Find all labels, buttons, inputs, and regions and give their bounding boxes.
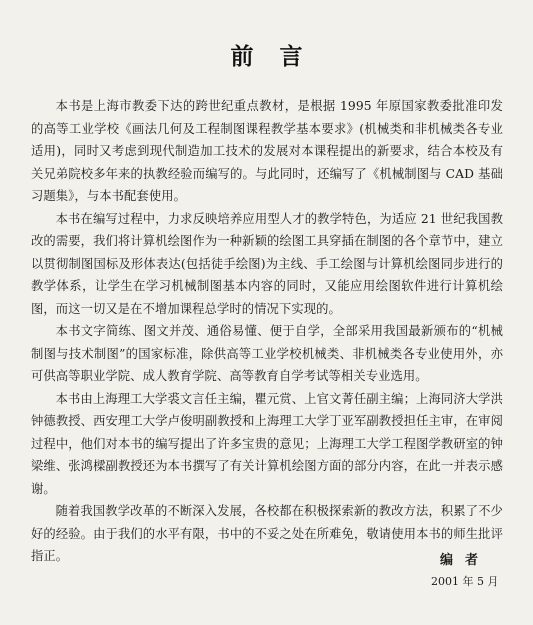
paragraph-4: 本书由上海理工大学裘文言任主编，瞿元赏、上官文菁任副主编；上海同济大学洪钟德教授、西安理工大学卢俊明副教授和上海理工大学丁亚军副教授担任主审，在审阅过程中，他们对本书的编写提出了许多宝贵的意见；上海理工大学工程图学教研室的钟梁维、张鸿樑副教授还为本书撰写了有关计算机绘图方面的部分内容，在此一并表示感谢。 — [31, 391, 503, 496]
paragraph-1: 本书是上海市教委下达的跨世纪重点教材，是根据 1995 年原国家教委批准印发的高等工业学校《画法几何及工程制图课程教学基本要求》(机械类和非机械类各专业适用)，同时又考虑到现代制造加工技术的发展对本课程提出的新要求，结合本校及有关兄弟院校多年来的执教经验而编写的。与此同时，还编写了《机械制图与 CAD 基础习题集》，与本书配套使用。 — [31, 99, 503, 203]
page-title: 前言 — [230, 44, 329, 70]
preface-body — [31, 95, 503, 568]
paragraph-2: 本书在编写过程中，力求反映培养应用型人才的教学特色，为适应 21 世纪我国教改的需要，我们将计算机绘图作为一种新颖的绘图工具穿插在制图的各个章节中，建立以贯彻制图国标及形体表达(包括徒手绘图)为主线、手工绘图与计算机绘图同步进行的教学体系，让学生在学习机械制图基本内容的同时，又能应用绘图软件进行计算机绘图，而这一切又是在不增加课程总学时的情况下实现的。 — [31, 211, 503, 316]
signature-date: 2001 年 5 月 — [431, 575, 499, 588]
paragraph-5: 随着我国教学改革的不断深入发展，各校都在积极探索新的教改方法，积累了不少好的经验。由于我们的水平有限，书中的不妥之处在所难免，敬请使用本书的师生批评指正。 — [31, 504, 503, 563]
paragraph-3: 本书文字简练、图文并茂、通俗易懂、便于自学，全部采用我国最新颁布的“机械制图与技术制图”的国家标准，除供高等工业学校机械类、非机械类各专业使用外，亦可供高等职业学院、成人教育学院、高等教育自学考试等相关专业选用。 — [31, 324, 503, 383]
author-signature: 编者 — [440, 553, 491, 568]
